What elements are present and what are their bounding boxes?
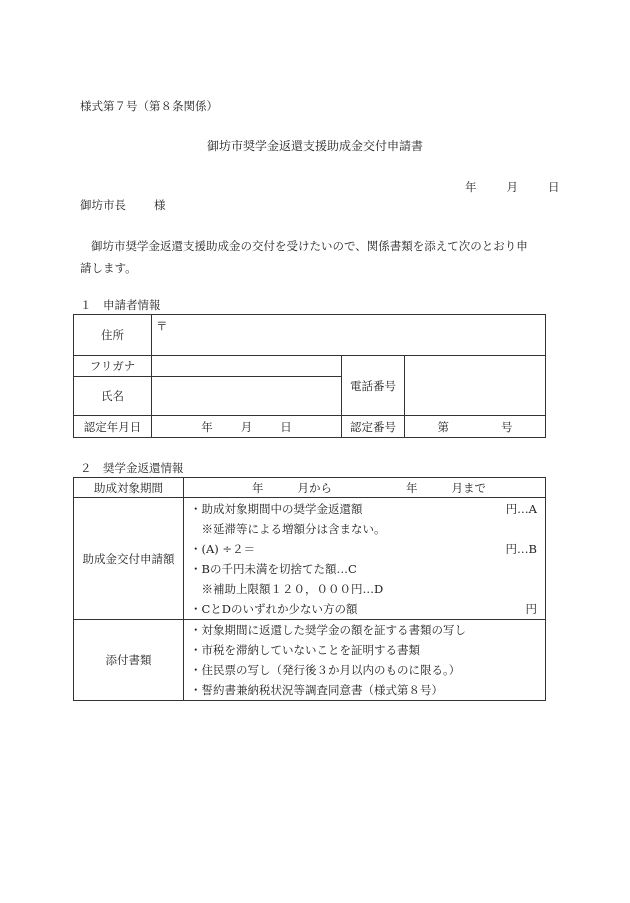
- cert-number-field[interactable]: [405, 416, 546, 438]
- address-label: 住所: [74, 315, 152, 356]
- postal-mark: 〒: [156, 319, 168, 333]
- addressee-honorific: 様: [154, 198, 166, 212]
- period-from-month: 月から: [297, 480, 332, 495]
- attachments-field: [184, 620, 546, 701]
- amount-line: ・(A) ÷２＝ 円…B: [190, 542, 537, 556]
- period-field[interactable]: [184, 478, 546, 498]
- attachment-item: ・対象期間に返還した奨学金の額を証する書類の写し: [190, 623, 466, 637]
- addressee: [80, 197, 166, 213]
- cert-number-prefix: 第: [437, 419, 449, 434]
- phone-field[interactable]: [405, 356, 546, 416]
- phone-label: 電話番号: [342, 356, 405, 416]
- period-from-year: 年: [252, 480, 264, 495]
- amount-line: ※延滞等による増額分は含まない。: [190, 522, 386, 536]
- cert-number-suffix: 号: [501, 419, 513, 434]
- amount-line: ・CとDのいずれか少ない方の額 円: [190, 602, 537, 616]
- period-to-year: 年: [406, 480, 418, 495]
- cert-date-year: 年: [201, 419, 213, 434]
- name-field[interactable]: [152, 377, 342, 416]
- cert-number-label: 認定番号: [342, 416, 405, 438]
- attachment-item: ・住民票の写し（発行後３か月以内のものに限る。）: [190, 663, 461, 677]
- attachment-item: ・市税を滞納していないことを証明する書類: [190, 643, 420, 657]
- attachment-item: ・誓約書兼納税状況等調査同意書（様式第８号）: [190, 683, 443, 697]
- body-text-line2: 請します。: [80, 261, 137, 275]
- attachments-label: 添付書類: [74, 620, 184, 701]
- furigana-field[interactable]: [152, 356, 342, 377]
- date-line: [465, 179, 560, 195]
- repayment-info-table: [73, 477, 546, 701]
- amount-line: ・助成対象期間中の奨学金返還額 円…A: [190, 502, 537, 516]
- date-year: 年: [465, 180, 477, 194]
- cert-date-month: 月: [240, 419, 253, 434]
- date-day: 日: [548, 180, 560, 194]
- period-to-month: 月まで: [451, 480, 486, 495]
- amount-line: ※補助上限額１２０，０００円…D: [190, 582, 384, 596]
- form-number: 様式第７号（第８条関係）: [80, 99, 218, 113]
- addressee-name: 御坊市長: [80, 198, 126, 212]
- applicant-info-table: [73, 314, 546, 438]
- cert-date-label: 認定年月日: [74, 416, 152, 438]
- date-month: 月: [506, 180, 518, 194]
- amount-line: ・Bの千円未満を切捨てた額…C: [190, 562, 357, 576]
- body-text-line1: 御坊市奨学金返還支援助成金の交付を受けたいので、関係書類を添えて次のとおり申: [91, 239, 528, 253]
- cert-date-day: 日: [280, 419, 292, 434]
- furigana-label: フリガナ: [74, 356, 152, 377]
- page-title: 御坊市奨学金返還支援助成金交付申請書: [206, 139, 423, 153]
- amount-label: 助成金交付申請額: [74, 498, 184, 620]
- name-label: 氏名: [74, 377, 152, 416]
- cert-date-field[interactable]: [152, 416, 342, 438]
- address-field[interactable]: [152, 315, 546, 356]
- amount-field[interactable]: [184, 498, 546, 620]
- section1-heading: １ 申請者情報: [80, 298, 161, 312]
- section2-heading: ２ 奨学金返還情報: [80, 461, 184, 475]
- period-label: 助成対象期間: [74, 478, 184, 498]
